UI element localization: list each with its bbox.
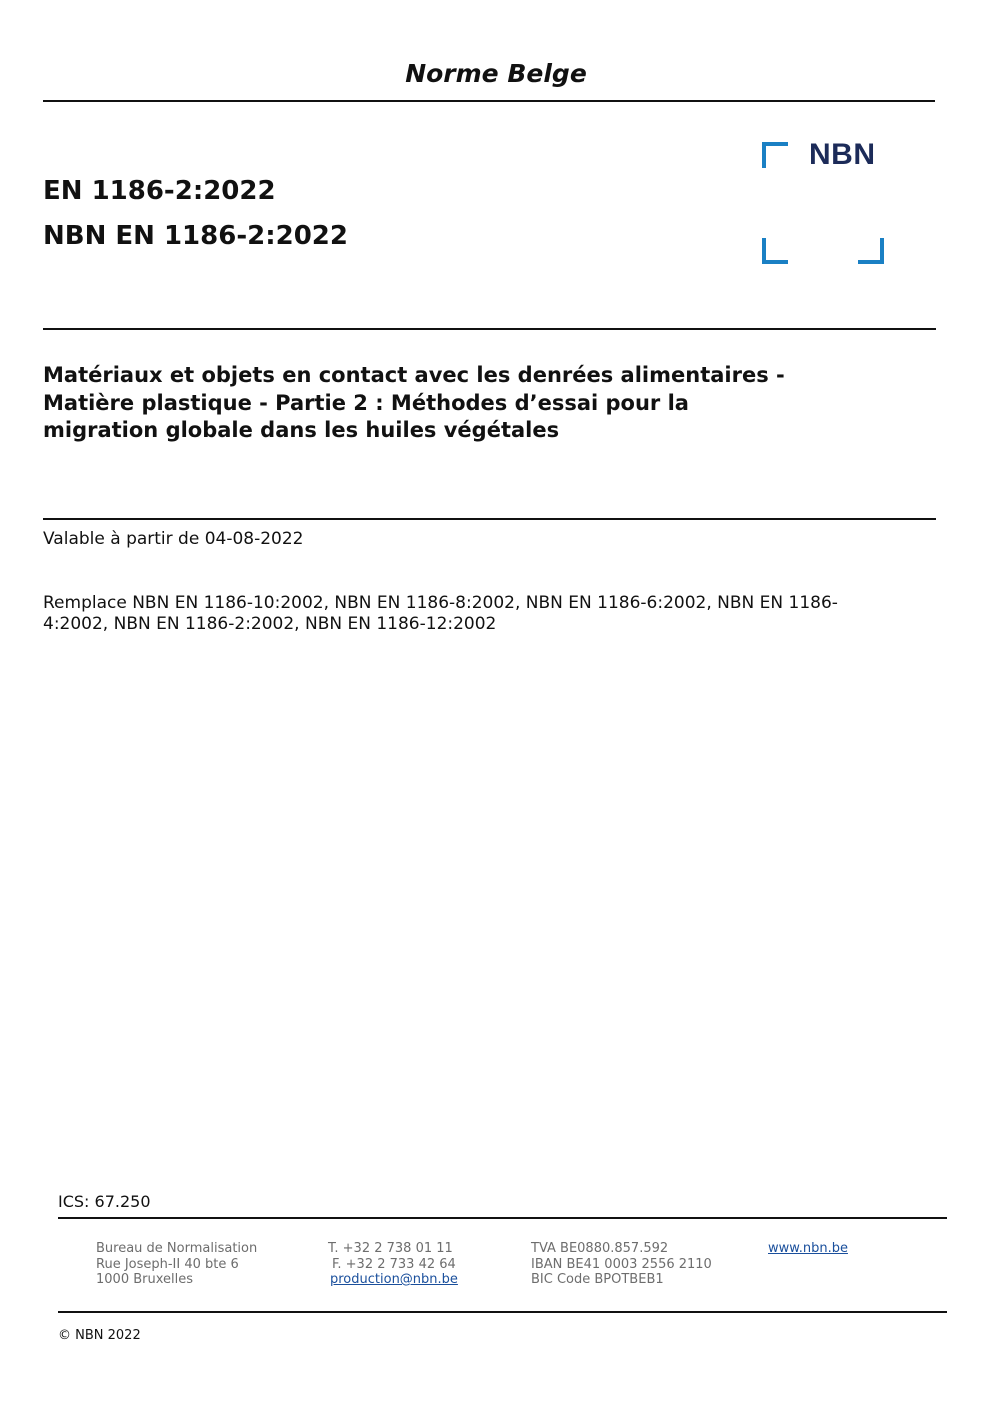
address-line-2: Rue Joseph-II 40 bte 6 — [96, 1256, 239, 1272]
standard-code-en: EN 1186-2:2022 — [43, 176, 276, 206]
logo-corner-bottom-left-icon — [762, 238, 788, 264]
title-divider-bottom — [43, 518, 936, 520]
address-line-3: 1000 Bruxelles — [96, 1272, 194, 1287]
standard-code-nbn: NBN EN 1186-2:2022 — [43, 221, 348, 251]
footer-divider-bottom — [58, 1311, 947, 1313]
replaces-text: Remplace NBN EN 1186-10:2002, NBN EN 1186-8:2002, NBN EN 1186-6:2002, NBN EN 1186-4:2002, NBN EN 1186-2:2002, NBN EN 1186-12:2002 — [43, 593, 838, 634]
fax-number: F. +32 2 733 42 64 — [332, 1256, 456, 1272]
valid-from-text: Valable à partir de 04-08-2022 — [43, 529, 304, 549]
ics-code: ICS: 67.250 — [58, 1192, 151, 1211]
logo-corner-bottom-right-icon — [858, 238, 884, 264]
header-divider — [43, 100, 935, 102]
document-title: Matériaux et objets en contact avec les denrées alimentaires - Matière plastique - Partie 2 : Méthodes d’essai pour la migration globale dans les huiles végétales — [43, 363, 785, 442]
page-header-title: Norme Belge — [405, 59, 587, 88]
footer-contact — [328, 1241, 458, 1288]
footer-website — [768, 1241, 848, 1257]
email-link[interactable]: production@nbn.be — [330, 1272, 458, 1287]
footer-bank — [531, 1241, 712, 1288]
logo-brand-text: NBN — [809, 138, 876, 171]
iban-number: IBAN BE41 0003 2556 2110 — [531, 1256, 712, 1272]
bic-code: BIC Code BPOTBEB1 — [531, 1272, 664, 1287]
website-link[interactable]: www.nbn.be — [768, 1241, 848, 1256]
nbn-logo — [762, 138, 884, 262]
copyright-text: © NBN 2022 — [58, 1328, 141, 1343]
logo-corner-top-left-icon — [762, 142, 788, 168]
footer-address — [96, 1241, 257, 1288]
title-divider-top — [43, 328, 936, 330]
footer-divider-top — [58, 1217, 947, 1219]
vat-number: TVA BE0880.857.592 — [531, 1241, 669, 1256]
address-line-1: Bureau de Normalisation — [96, 1241, 258, 1256]
phone-number: T. +32 2 738 01 11 — [328, 1241, 453, 1256]
